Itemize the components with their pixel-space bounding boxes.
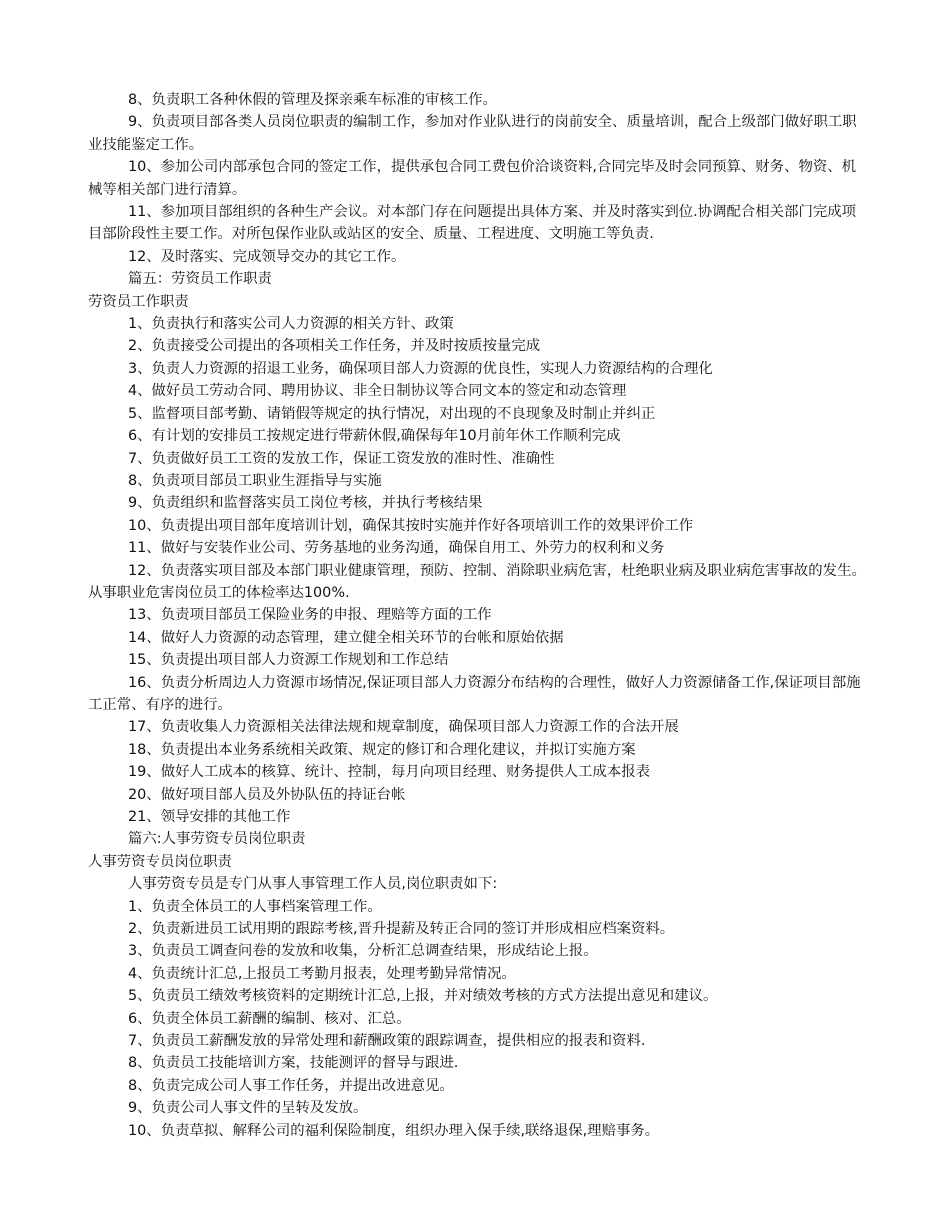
paragraph: 12、及时落实、完成领导交办的其它工作。 [128,248,406,265]
paragraph: 6、负责全体员工薪酬的编制、核对、汇总。 [128,1010,411,1027]
paragraph: 21、领导安排的其他工作 [128,809,291,825]
section-heading: 篇五：劳资员工作职责 [128,271,272,288]
paragraph: 12、负责落实项目部及本部门职业健康管理，预防、控制、消除职业病危害，杜绝职业病及职业病危害事故的发生。从事职业危害岗位员工的体检率达100%. [88,562,866,601]
paragraph: 10、负责草拟、解释公司的福利保险制度，组织办理入保手续,联络退保,理赔事务。 [128,1122,660,1139]
paragraph: 9、负责公司人事文件的呈转及发放。 [128,1100,368,1117]
paragraph: 4、做好员工劳动合同、聘用协议、非全日制协议等合同文本的签定和动态管理 [128,383,627,400]
section-heading: 劳资员工作职责 [88,293,189,310]
paragraph: 人事劳资专员是专门从事人事管理工作人员,岗位职责如下: [128,876,498,893]
section-heading: 人事劳资专员岗位职责 [88,853,232,870]
paragraph: 10、参加公司内部承包合同的签定工作，提供承包合同工费包价洽谈资料,合同完毕及时会同预算、财务、物资、机械等相关部门进行清算。 [88,159,857,198]
paragraph: 13、负责项目部员工保险业务的申报、理赔等方面的工作 [128,607,492,624]
paragraph: 8、负责项目部员工职业生涯指导与实施 [128,472,382,489]
paragraph: 7、负责做好员工工资的发放工作，保证工资发放的准时性、准确性 [128,450,555,467]
paragraph: 19、做好人工成本的核算、统计、控制，每月向项目经理、财务提供人工成本报表 [128,764,650,781]
document-body [88,89,866,1142]
section-heading: 篇六:人事劳资专员岗位职责 [128,831,306,848]
paragraph: 10、负责提出项目部年度培训计划，确保其按时实施并作好各项培训工作的效果评价工作 [128,517,694,534]
paragraph: 11、做好与安装作业公司、劳务基地的业务沟通，确保自用工、外劳力的权利和义务 [128,540,665,557]
paragraph: 16、负责分析周边人力资源市场情况,保证项目部人力资源分布结构的合理性，做好人力资源储备工作,保证项目部施工正常、有序的进行。 [88,674,861,713]
paragraph: 8、负责职工各种休假的管理及探亲乘车标准的审核工作。 [128,92,497,108]
paragraph: 15、负责提出项目部人力资源工作规划和工作总结 [128,652,449,669]
paragraph: 14、做好人力资源的动态管理，建立健全相关环节的台帐和原始依据 [128,629,564,646]
paragraph: 1、负责全体员工的人事档案管理工作。 [128,898,382,915]
paragraph: 8、负责员工技能培训方案，技能测评的督导与跟进. [128,1055,459,1072]
paragraph: 4、负责统计汇总,上报员工考勤月报表，处理考勤异常情况。 [128,965,516,982]
paragraph: 9、负责项目部各类人员岗位职责的编制工作，参加对作业队进行的岗前安全、质量培训，配合上级部门做好职工职业技能鉴定工作。 [88,114,857,153]
paragraph: 8、负责完成公司人事工作任务，并提出改进意见。 [128,1077,454,1094]
paragraph: 7、负责员工薪酬发放的异常处理和薪酬政策的跟踪调查，提供相应的报表和资料. [128,1033,646,1050]
paragraph: 3、负责员工调查问卷的发放和收集，分析汇总调查结果，形成结论上报。 [128,943,598,960]
paragraph: 11、参加项目部组织的各种生产会议。对本部门存在问题提出具体方案、并及时落实到位.协调配合相关部门完成项目部阶段性主要工作。对所包保作业队或站区的安全、质量、工程进度、文明施工等负责. [88,204,857,243]
paragraph: 17、负责收集人力资源相关法律法规和规章制度，确保项目部人力资源工作的合法开展 [128,719,679,736]
paragraph: 5、监督项目部考勤、请销假等规定的执行情况，对出现的不良现象及时制止并纠正 [128,405,656,422]
paragraph: 5、负责员工绩效考核资料的定期统计汇总,上报，并对绩效考核的方式方法提出意见和建议。 [128,988,718,1005]
paragraph: 2、负责接受公司提出的各项相关工作任务，并及时按质按量完成 [128,338,541,355]
paragraph: 1、负责执行和落实公司人力资源的相关方针、政策 [128,316,454,333]
paragraph: 3、负责人力资源的招退工业务，确保项目部人力资源的优良性，实现人力资源结构的合理化 [128,360,713,377]
paragraph: 6、有计划的安排员工按规定进行带薪休假,确保每年10月前年休工作顺利完成 [128,428,621,445]
paragraph: 2、负责新进员工试用期的跟踪考核,晋升提薪及转正合同的签订并形成相应档案资料。 [128,921,675,938]
paragraph: 18、负责提出本业务系统相关政策、规定的修订和合理化建议，并拟订实施方案 [128,741,636,758]
paragraph: 20、做好项目部人员及外协队伍的持证台帐 [128,786,406,803]
paragraph: 9、负责组织和监督落实员工岗位考核，并执行考核结果 [128,495,483,512]
